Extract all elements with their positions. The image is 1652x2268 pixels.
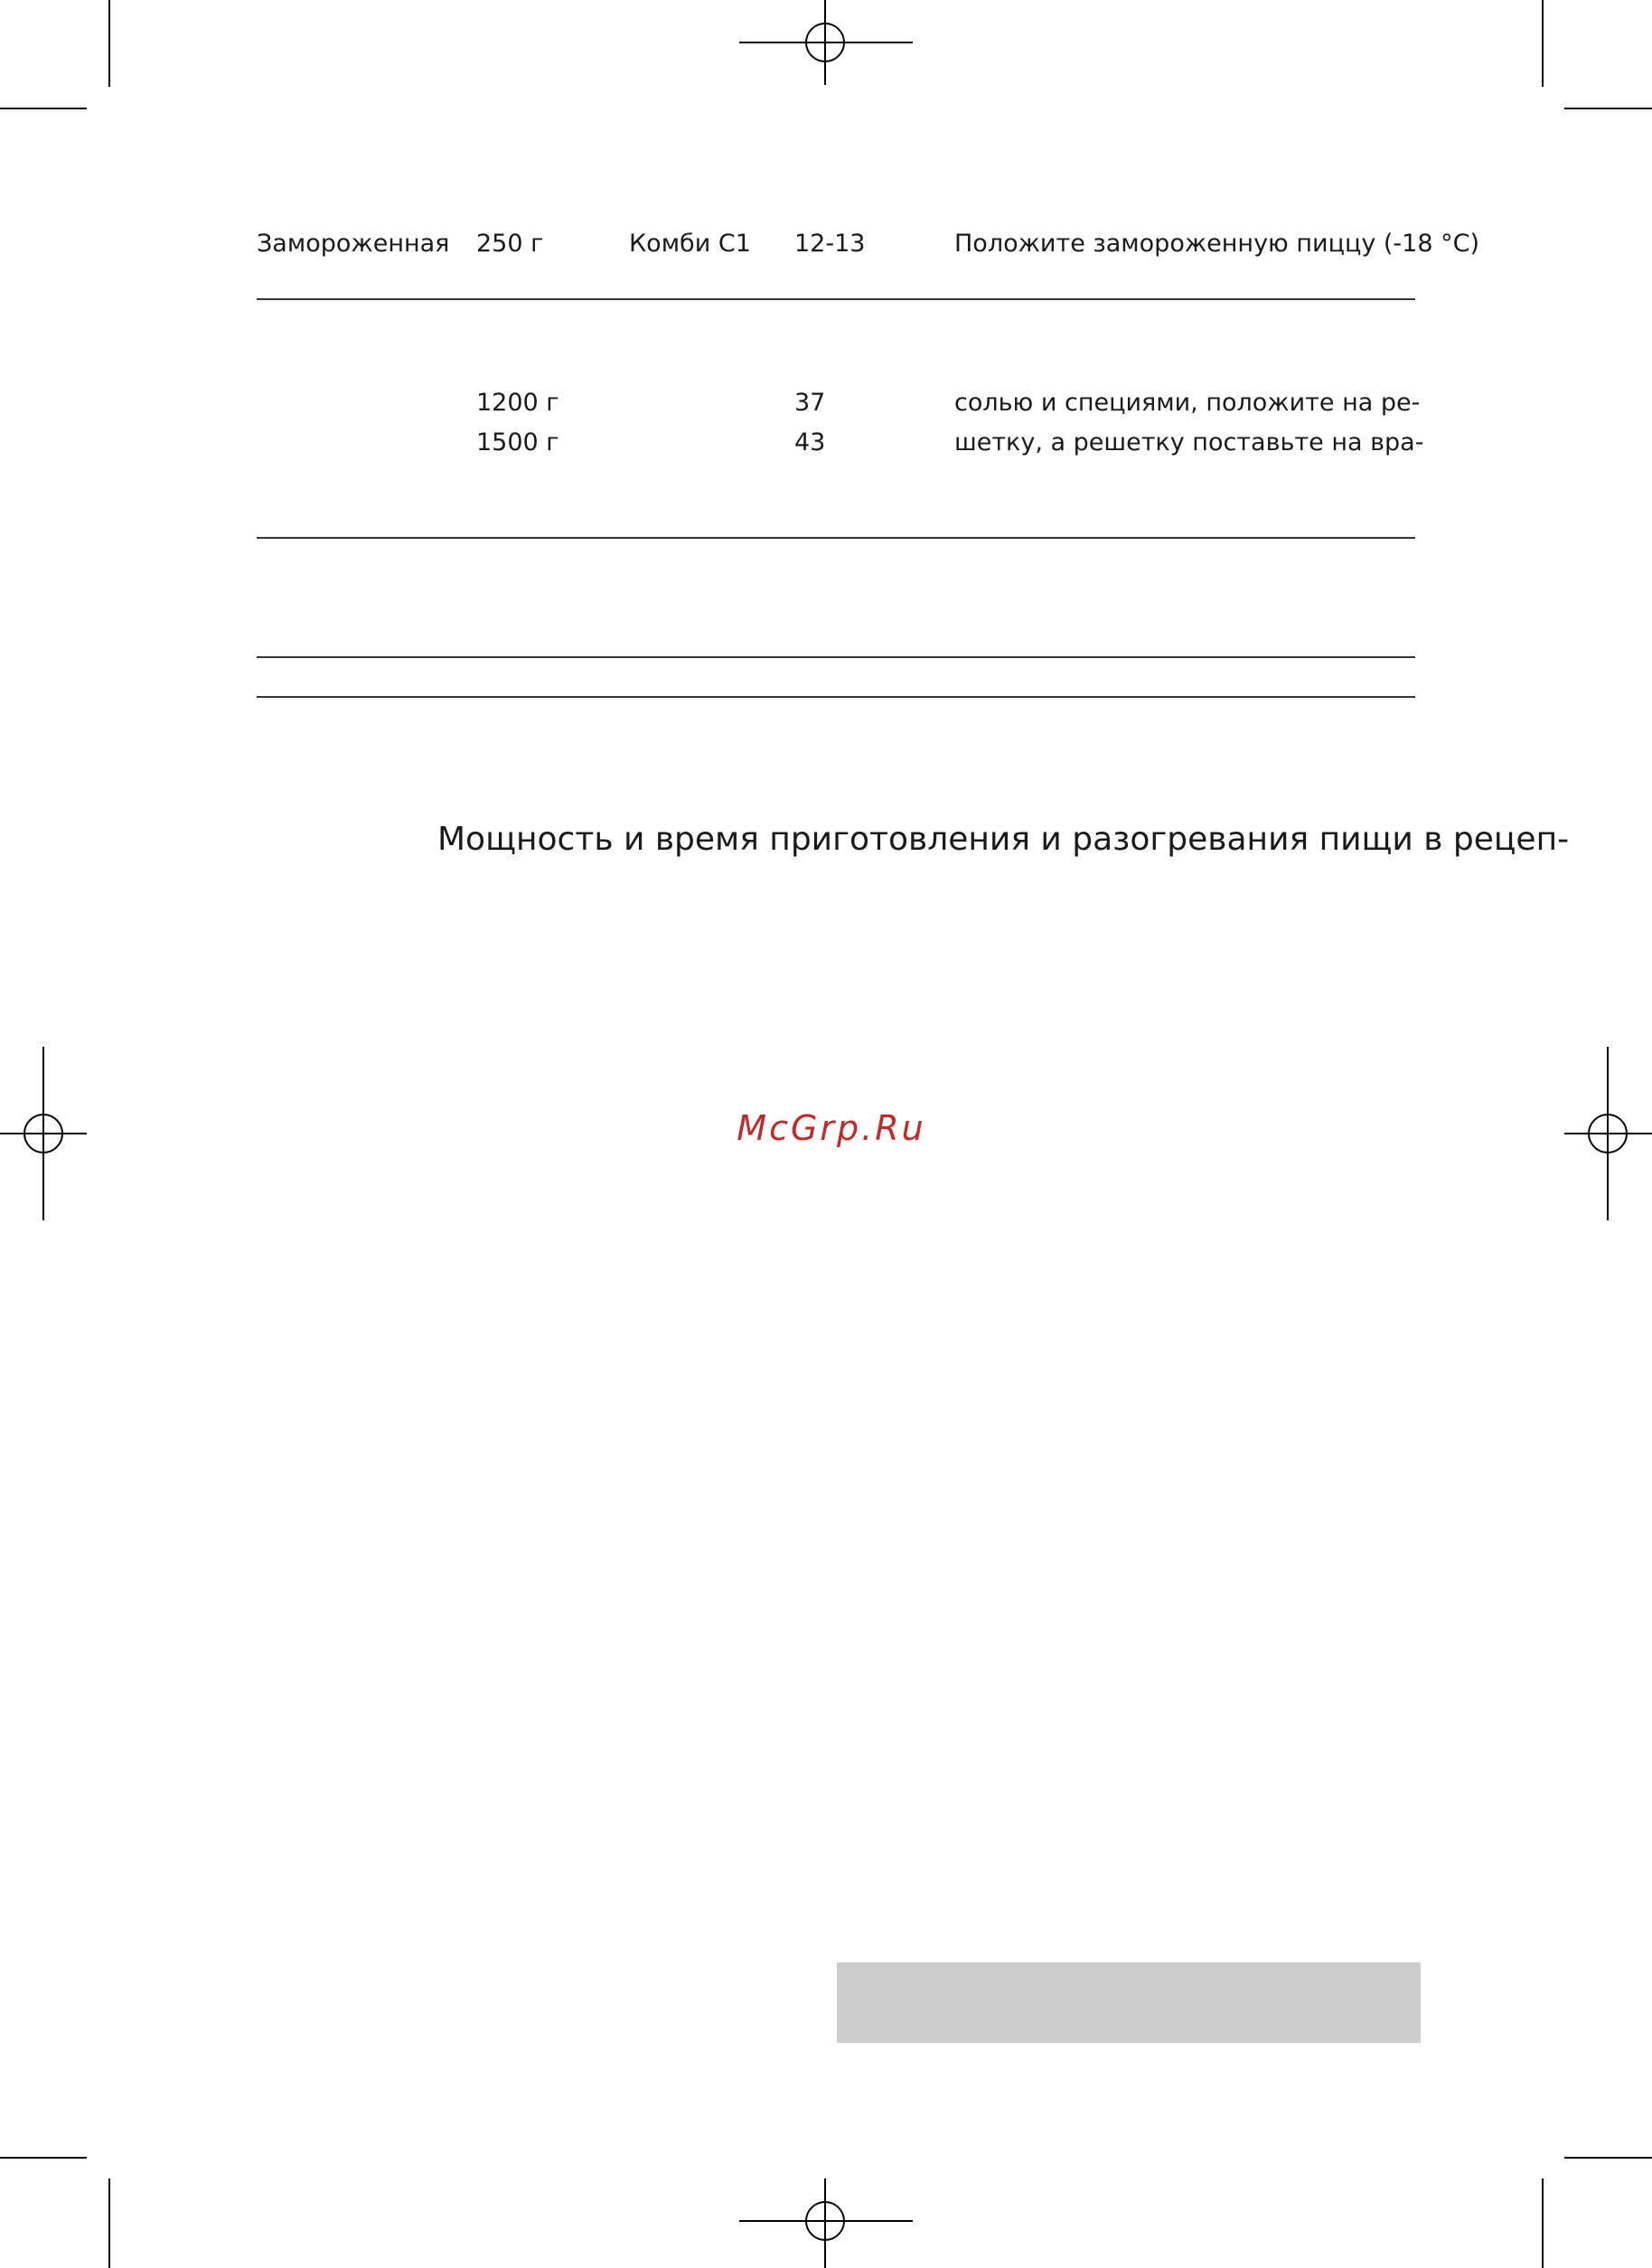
cell-product: Замороженная: [257, 230, 450, 258]
cell-weight: 250 г: [476, 230, 544, 258]
footer-gray-box: [837, 1962, 1421, 2043]
reg-mark-right-circle: [1588, 1114, 1628, 1153]
cell-note-a: солью и специями, положите на ре-: [954, 389, 1421, 417]
cell-time-a: 37: [794, 389, 826, 417]
crop-mark-top-right-h: [1564, 108, 1652, 109]
reg-mark-left-circle: [23, 1114, 63, 1153]
crop-mark-top-left-h: [0, 108, 87, 109]
crop-mark-top-left-v: [108, 0, 110, 87]
section-heading: Мощность и время приготовления и разогревания пищи в рецеп-: [437, 821, 1570, 858]
cell-weight-b: 1500 г: [476, 428, 559, 456]
cell-time: 12-13: [794, 230, 866, 258]
crop-mark-bottom-left-h: [0, 2157, 87, 2159]
table-divider: [257, 298, 1415, 300]
reg-mark-top-circle: [805, 23, 845, 62]
reg-mark-bottom-circle: [805, 2201, 845, 2241]
table-divider: [257, 656, 1415, 658]
cell-weight-a: 1200 г: [476, 389, 559, 417]
crop-mark-top-right-v: [1542, 0, 1544, 87]
watermark: McGrp.Ru: [737, 1108, 926, 1148]
table-divider: [257, 696, 1415, 698]
table-divider: [257, 537, 1415, 539]
crop-mark-bottom-left-v: [108, 2179, 110, 2268]
crop-mark-bottom-right-h: [1564, 2157, 1652, 2159]
crop-mark-bottom-right-v: [1542, 2179, 1544, 2268]
cell-note: Положите замороженную пиццу (-18 °С): [954, 230, 1479, 258]
cell-mode: Комби С1: [629, 230, 751, 258]
cell-note-b: шетку, а решетку поставьте на вра-: [954, 428, 1424, 456]
cell-time-b: 43: [794, 428, 826, 456]
